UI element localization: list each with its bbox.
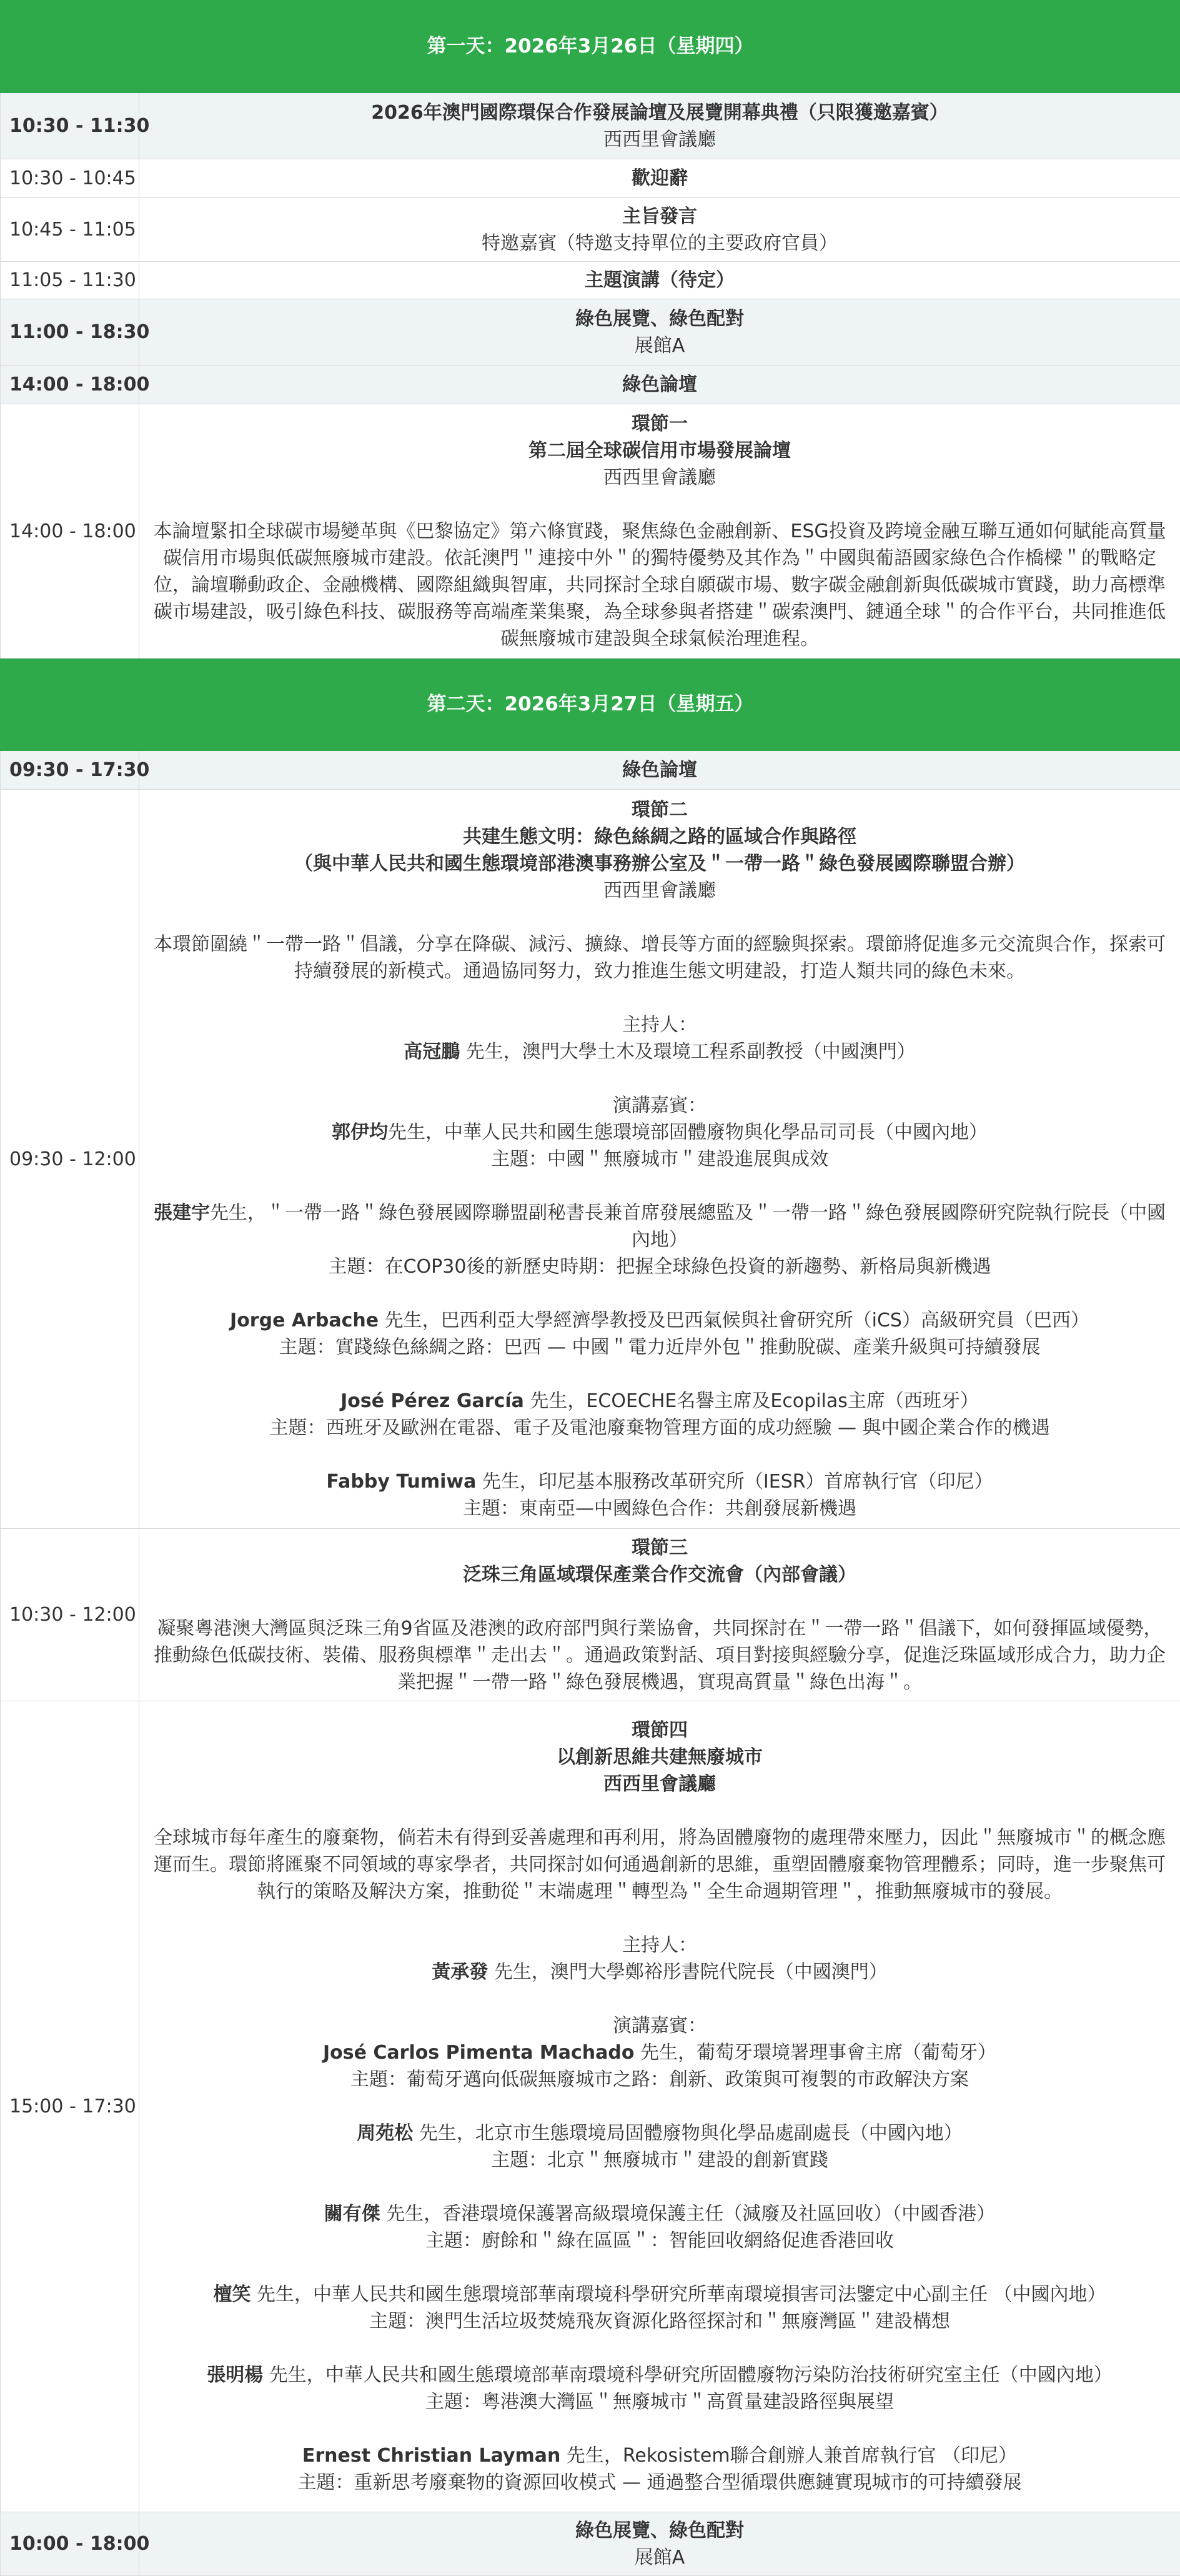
- host-info: 先生，澳門大學土木及環境工程系副教授（中國澳門）: [460, 1041, 916, 1063]
- speaker-name: José Pérez García: [340, 1390, 524, 1412]
- schedule-row: [1, 790, 1180, 1529]
- speaker-info: 先生，葡萄牙環境署理事會主席（葡萄牙）: [634, 2042, 996, 2064]
- speaker-info: 先生，印尼基本服務改革研究所（IESR）首席執行官（印尼）: [476, 1471, 993, 1493]
- time-cell: 10:45 - 11:05: [1, 198, 139, 262]
- event-title: 第二屆全球碳信用市場發展論壇: [148, 437, 1171, 464]
- event-venue: 西西里會議廳: [148, 1771, 1171, 1798]
- speaker-topic: 主題：西班牙及歐洲在電器、電子及電池廢棄物管理方面的成功經驗 — 與中國企業合作的機遇: [148, 1415, 1171, 1441]
- session-description: 本論壇緊扣全球碳市場變革與《巴黎協定》第六條實踐，聚焦綠色金融創新、ESG投資及跨境金融互聯互通如何賦能高質量碳信用市場與低碳無廢城市建設。依託澳門＂連接中外＂的獨特優勢及其作為＂中國與葡語國家綠色合作橋樑＂的戰略定位，論壇聯動政企、金融機構、國際組織與智庫，共同探討全球自願碳市場、數字碳金融創新與低碳城市實踐，助力高標準碳市場建設，吸引綠色科技、碳服務等高端產業集聚，為全球參與者搭建＂碳索澳門、鏈通全球＂的合作平台，共同推進低碳無廢城市建設與全球氣候治理進程。: [148, 518, 1171, 652]
- event-co-organizer: （與中華人民共和國生態環境部港澳事務辦公室及＂一帶一路＂綠色發展國際聯盟合辦）: [148, 850, 1171, 877]
- schedule-row: [1, 159, 1180, 198]
- time-cell: 11:05 - 11:30: [1, 262, 139, 299]
- event-title: 綠色展覽、綠色配對: [148, 2517, 1171, 2544]
- speaker-name: Fabby Tumiwa: [326, 1471, 476, 1493]
- speaker-topic: 主題：在COP30後的新歷史時期：把握全球綠色投資的新趨勢、新格局與新機遇: [148, 1253, 1171, 1280]
- content-cell: [139, 790, 1180, 1529]
- speaker-entry: [148, 2362, 1171, 2389]
- speaker-name: 張建宇: [154, 1202, 210, 1224]
- event-title: 歡迎辭: [148, 165, 1171, 192]
- schedule-row: [1, 299, 1180, 366]
- speaker-topic: 主題：中國＂無廢城市＂建設進展與成效: [148, 1146, 1171, 1173]
- session-description: 凝聚粵港澳大灣區與泛珠三角9省區及港澳的政府部門與行業協會，共同探討在＂一帶一路＂倡議下，如何發揮區域優勢，推動綠色低碳技術、裝備、服務與標準＂走出去＂。通過政策對話、項目對接與經驗分享，促進泛珠區域形成合力，助力企業把握＂一帶一路＂綠色發展機遇，實現高質量＂綠色出海＂。: [148, 1615, 1171, 1696]
- content-cell: [139, 93, 1180, 159]
- speaker-name: José Carlos Pimenta Machado: [323, 2042, 635, 2064]
- speaker-name: 郭伊均: [332, 1121, 388, 1143]
- content-cell: [139, 1529, 1180, 1701]
- speaker-entry: [148, 2442, 1171, 2469]
- speaker-topic: 主題：廚餘和＂綠在區區＂：智能回收網絡促進香港回收: [148, 2227, 1171, 2254]
- time-cell: 15:00 - 17:30: [1, 1701, 139, 2512]
- day-header: 第二天：2026年3月27日（星期五）: [1, 659, 1180, 751]
- host-name: 黃承發: [432, 1961, 488, 1983]
- day-header: 第一天：2026年3月26日（星期四）: [1, 1, 1180, 93]
- speaker-info: 先生，Rekosistem聯合創辦人兼首席執行官 （印尼）: [560, 2445, 1017, 2467]
- speaker-name: 張明楊: [207, 2364, 263, 2386]
- speaker-info: 先生，中華人民共和國生態環境部華南環境科學研究所華南環境損害司法鑒定中心副主任 （中國內地）: [250, 2284, 1106, 2305]
- time-cell: 14:00 - 18:00: [1, 404, 139, 659]
- event-title: 綠色論壇: [148, 371, 1171, 398]
- speaker-topic: 主題：東南亞—中國綠色合作：共創發展新機遇: [148, 1495, 1171, 1522]
- schedule-row: [1, 262, 1180, 299]
- host-label: 主持人：: [148, 1932, 1171, 1959]
- event-venue: 西西里會議廳: [148, 126, 1171, 153]
- speaker-topic: 主題：澳門生活垃圾焚燒飛灰資源化路徑探討和＂無廢灣區＂建設構想: [148, 2308, 1171, 2335]
- event-title: 2026年澳門國際環保合作發展論壇及展覽開幕典禮（只限獲邀嘉賓）: [148, 99, 1171, 126]
- speaker-name: Jorge Arbache: [230, 1310, 379, 1331]
- event-title: 主題演講（待定）: [148, 267, 1171, 294]
- speaker-name: 周苑松: [357, 2122, 413, 2144]
- speaker-entry: [148, 1307, 1171, 1334]
- content-cell: [139, 366, 1180, 404]
- host-name: 高冠鵬: [404, 1041, 460, 1063]
- speaker-info: 先生，ECOECHE名譽主席及Ecopilas主席（西班牙）: [524, 1390, 979, 1412]
- time-cell: 11:00 - 18:30: [1, 299, 139, 366]
- speaker-info: 先生，＂一帶一路＂綠色發展國際聯盟副秘書長兼首席發展總監及＂一帶一路＂綠色發展國際研究院執行院長（中國內地）: [210, 1202, 1166, 1251]
- event-venue: 西西里會議廳: [148, 877, 1171, 904]
- event-venue: 展館A: [148, 2544, 1171, 2571]
- schedule-row: [1, 198, 1180, 262]
- event-title: 泛珠三角區域環保產業合作交流會（內部會議）: [148, 1561, 1171, 1588]
- session-label: 環節一: [148, 410, 1171, 437]
- speaker-topic: 主題：葡萄牙邁向低碳無廢城市之路：創新、政策與可複製的市政解決方案: [148, 2066, 1171, 2093]
- schedule-row: [1, 2512, 1180, 2576]
- speaker-entry: [148, 2281, 1171, 2308]
- schedule-row: [1, 751, 1180, 790]
- schedule-row: [1, 404, 1180, 659]
- speaker-entry: [148, 1468, 1171, 1495]
- content-cell: [139, 1701, 1180, 2512]
- event-venue: 西西里會議廳: [148, 464, 1171, 491]
- time-cell: 10:30 - 11:30: [1, 93, 139, 159]
- schedule-row: [1, 93, 1180, 159]
- speaker-entry: [148, 2201, 1171, 2227]
- speaker-topic: 主題：重新思考廢棄物的資源回收模式 — 通過整合型循環供應鏈實現城市的可持續發展: [148, 2469, 1171, 2496]
- content-cell: [139, 751, 1180, 790]
- speaker-entry: [148, 2039, 1171, 2066]
- speakers-label: 演講嘉賓：: [148, 1092, 1171, 1119]
- host-label: 主持人：: [148, 1012, 1171, 1038]
- speaker-info: 先生，中華人民共和國生態環境部華南環境科學研究所固體廢物污染防治技術研究室主任（中國內地）: [263, 2364, 1113, 2386]
- event-title: 綠色論壇: [148, 757, 1171, 783]
- session-description: 全球城市每年產生的廢棄物，倘若未有得到妥善處理和再利用，將為固體廢物的處理帶來壓力，因此＂無廢城市＂的概念應運而生。環節將匯聚不同領域的專家學者，共同探討如何通過創新的思維，重塑固體廢棄物管理體系；同時，進一步聚焦可執行的策略及解決方案，推動從＂末端處理＂轉型為＂全生命週期管理＂，推動無廢城市的發展。: [148, 1824, 1171, 1905]
- time-cell: 10:30 - 12:00: [1, 1529, 139, 1701]
- host-entry: [148, 1038, 1171, 1065]
- speaker-topic: 主題：實踐綠色絲綢之路：巴西 — 中國＂電力近岸外包＂推動脫碳、產業升級與可持續發展: [148, 1334, 1171, 1361]
- session-label: 環節四: [148, 1717, 1171, 1744]
- speaker-info: 先生，巴西利亞大學經濟學教授及巴西氣候與社會研究所（iCS）高級研究員（巴西）: [379, 1310, 1089, 1331]
- content-cell: [139, 262, 1180, 299]
- session-label: 環節三: [148, 1534, 1171, 1561]
- event-title: 主旨發言: [148, 203, 1171, 230]
- speaker-info: 先生，中華人民共和國生態環境部固體廢物與化學品司司長（中國內地）: [388, 1121, 988, 1143]
- event-title: 共建生態文明：綠色絲綢之路的區域合作與路徑: [148, 823, 1171, 850]
- content-cell: [139, 404, 1180, 659]
- content-cell: [139, 299, 1180, 366]
- speaker-topic: 主題：北京＂無廢城市＂建設的創新實踐: [148, 2147, 1171, 2174]
- time-cell: 09:30 - 17:30: [1, 751, 139, 790]
- content-cell: [139, 159, 1180, 198]
- speaker-entry: [148, 1388, 1171, 1415]
- session-description: 本環節圍繞＂一帶一路＂倡議，分享在降碳、減污、擴綠、增長等方面的經驗與探索。環節將促進多元交流與合作，探索可持續發展的新模式。通過協同努力，致力推進生態文明建設，打造人類共同的綠色未來。: [148, 931, 1171, 985]
- schedule-row: [1, 1529, 1180, 1701]
- host-info: 先生，澳門大學鄭裕彤書院代院長（中國澳門）: [488, 1961, 888, 1983]
- speaker-name: Ernest Christian Layman: [302, 2445, 560, 2467]
- time-cell: 10:30 - 10:45: [1, 159, 139, 198]
- time-cell: 09:30 - 12:00: [1, 790, 139, 1529]
- speaker-name: 檀笑: [213, 2284, 250, 2305]
- schedule-row: [1, 366, 1180, 404]
- host-entry: [148, 1959, 1171, 1986]
- event-venue: 特邀嘉賓（特邀支持單位的主要政府官員）: [148, 230, 1171, 257]
- day-header-row: [1, 1, 1180, 93]
- event-title: 綠色展覽、綠色配對: [148, 306, 1171, 332]
- speaker-entry: [148, 1200, 1171, 1253]
- speaker-name: 關有傑: [324, 2203, 380, 2225]
- speaker-entry: [148, 2120, 1171, 2147]
- day-header-row: [1, 659, 1180, 751]
- session-label: 環節二: [148, 797, 1171, 823]
- speaker-entry: [148, 1119, 1171, 1146]
- content-cell: [139, 2512, 1180, 2576]
- time-cell: 14:00 - 18:00: [1, 366, 139, 404]
- time-cell: 10:00 - 18:00: [1, 2512, 139, 2576]
- event-venue: 展館A: [148, 332, 1171, 359]
- speaker-info: 先生，北京市生態環境局固體廢物與化學品處副處長（中國內地）: [413, 2122, 963, 2144]
- speaker-info: 先生，香港環境保護署高級環境保護主任（減廢及社區回收）（中國香港）: [380, 2203, 996, 2225]
- speaker-topic: 主題：粵港澳大灣區＂無廢城市＂高質量建設路徑與展望: [148, 2389, 1171, 2415]
- content-cell: [139, 198, 1180, 262]
- speakers-label: 演講嘉賓：: [148, 2012, 1171, 2039]
- event-title: 以創新思維共建無廢城市: [148, 1744, 1171, 1771]
- schedule-row: [1, 1701, 1180, 2512]
